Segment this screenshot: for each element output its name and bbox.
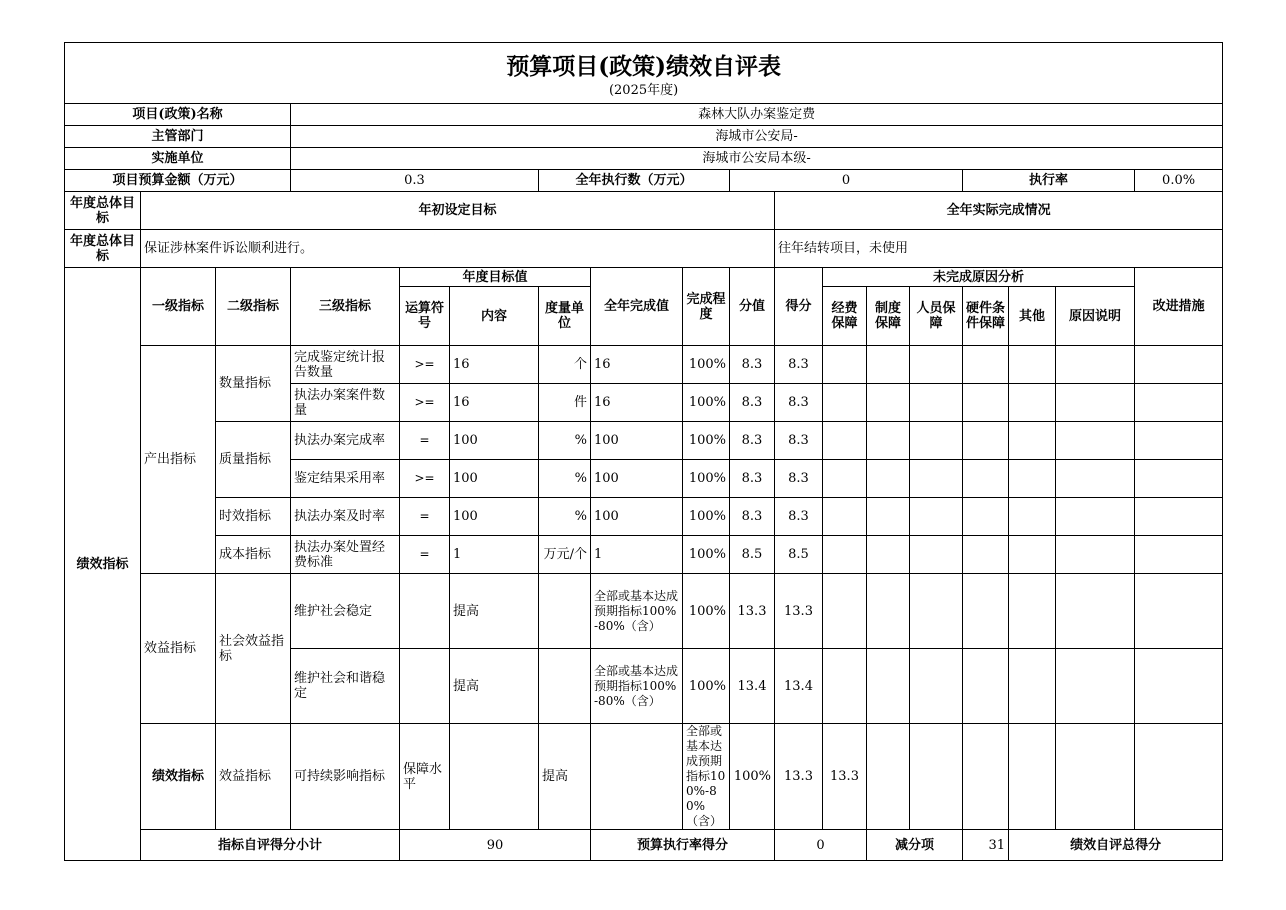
indicator-value: 13.4 (730, 649, 775, 724)
indicator-score: 8.3 (775, 422, 823, 460)
indicator-op: = (400, 422, 450, 460)
empty-cell (910, 498, 963, 536)
empty-cell (963, 460, 1009, 498)
empty-cell (823, 384, 867, 422)
evaluation-table (64, 42, 1223, 861)
group-quantity: 数量指标 (216, 346, 291, 422)
subtotal-label: 指标自评得分小计 (141, 830, 400, 861)
empty-cell (823, 536, 867, 574)
fund-header: 经费保障 (823, 287, 867, 346)
group-quality: 质量指标 (216, 422, 291, 498)
system-header: 制度保障 (867, 287, 910, 346)
empty-cell (1009, 574, 1056, 649)
indicator-score: 8.5 (775, 536, 823, 574)
op-header: 运算符号 (400, 287, 450, 346)
hardware-header: 硬件条件保障 (963, 287, 1009, 346)
title-cell (65, 43, 1223, 104)
indicator-name: 维护社会和谐稳定 (291, 649, 400, 724)
indicator-degree: 100% (683, 460, 730, 498)
indicator-unit (539, 649, 591, 724)
indicator-value: 8.3 (730, 422, 775, 460)
indicator-actual: 16 (591, 346, 683, 384)
empty-cell (823, 422, 867, 460)
indicator-name: 完成鉴定统计报告数量 (291, 346, 400, 384)
goal-label-2: 年度总体目标 (65, 230, 141, 268)
empty-cell (1056, 724, 1135, 830)
empty-cell (867, 574, 910, 649)
indicator-actual: 100 (591, 460, 683, 498)
indicator-name: 执法办案处置经费标准 (291, 536, 400, 574)
perf-indicator-label-2: 绩效指标 (141, 724, 216, 830)
empty-cell (910, 384, 963, 422)
indicator-degree: 100% (683, 574, 730, 649)
empty-cell (823, 346, 867, 384)
empty-cell (1135, 422, 1223, 460)
empty-cell (1009, 649, 1056, 724)
total-label: 绩效自评总得分 (1009, 830, 1223, 861)
empty-cell (963, 574, 1009, 649)
empty-cell (823, 649, 867, 724)
group-sustain: 可持续影响指标 (291, 724, 400, 830)
indicator-unit: % (539, 498, 591, 536)
empty-cell (867, 460, 910, 498)
indicator-degree: 100% (683, 649, 730, 724)
budget-label: 项目预算金额（万元） (65, 170, 291, 192)
empty-cell (910, 346, 963, 384)
empty-cell (1009, 384, 1056, 422)
level1-header: 一级指标 (141, 268, 216, 346)
indicator-content: 100 (450, 460, 539, 498)
indicator-value: 8.3 (730, 498, 775, 536)
rate-label: 执行率 (963, 170, 1135, 192)
empty-cell (910, 724, 963, 830)
empty-cell (1135, 536, 1223, 574)
evaluation-sheet (64, 42, 1222, 861)
indicator-content: 提高 (539, 724, 591, 830)
indicator-degree: 100% (730, 724, 775, 830)
indicator-value: 13.3 (730, 574, 775, 649)
empty-cell (1009, 536, 1056, 574)
indicator-actual: 1 (591, 536, 683, 574)
indicator-degree: 100% (683, 346, 730, 384)
indicator-name: 执法办案案件数量 (291, 384, 400, 422)
indicator-actual: 全部或基本达成预期指标100%-80%（含） (591, 574, 683, 649)
initial-goal-header: 年初设定目标 (141, 192, 775, 230)
staff-header: 人员保障 (910, 287, 963, 346)
indicator-content: 100 (450, 498, 539, 536)
empty-cell (1056, 384, 1135, 422)
score-header: 得分 (775, 268, 823, 346)
empty-cell (1056, 498, 1135, 536)
indicator-score: 13.4 (775, 649, 823, 724)
indicator-content: 提高 (450, 574, 539, 649)
group-social: 社会效益指标 (216, 574, 291, 724)
empty-cell (1135, 724, 1223, 830)
indicator-actual: 全部或基本达成预期指标100%-80%（含） (591, 649, 683, 724)
indicator-actual: 16 (591, 384, 683, 422)
indicator-unit: % (539, 422, 591, 460)
page-title: 预算项目(政策)绩效自评表 (506, 53, 781, 80)
empty-cell (963, 724, 1009, 830)
indicator-score: 13.3 (775, 574, 823, 649)
indicator-op (400, 649, 450, 724)
empty-cell (1009, 460, 1056, 498)
indicator-name: 执法办案完成率 (291, 422, 400, 460)
empty-cell (1056, 649, 1135, 724)
indicator-content: 16 (450, 346, 539, 384)
indicator-op: = (400, 498, 450, 536)
deduct-value: 31 (963, 830, 1009, 861)
content-header: 内容 (450, 287, 539, 346)
indicator-actual: 100 (591, 422, 683, 460)
indicator-unit (539, 574, 591, 649)
indicator-name: 执法办案及时率 (291, 498, 400, 536)
indicator-degree: 100% (683, 498, 730, 536)
indicator-unit: 个 (539, 346, 591, 384)
indicator-content: 提高 (450, 649, 539, 724)
empty-cell (963, 346, 1009, 384)
unit-value: 海城市公安局本级- (291, 148, 1223, 170)
indicator-score: 8.3 (775, 346, 823, 384)
indicator-content: 100 (450, 422, 539, 460)
group-timeliness: 时效指标 (216, 498, 291, 536)
empty-cell (963, 498, 1009, 536)
indicator-value: 8.3 (730, 346, 775, 384)
empty-cell (823, 574, 867, 649)
indicator-op: >= (400, 384, 450, 422)
empty-cell (867, 649, 910, 724)
indicator-degree: 100% (683, 384, 730, 422)
actual-goal-header: 全年实际完成情况 (775, 192, 1223, 230)
perf-indicator-label: 绩效指标 (65, 268, 141, 861)
indicator-score: 8.3 (775, 460, 823, 498)
score-value-header: 分值 (730, 268, 775, 346)
empty-cell (910, 649, 963, 724)
group-benefit-2: 效益指标 (216, 724, 291, 830)
indicator-content: 16 (450, 384, 539, 422)
initial-goal-text: 保证涉林案件诉讼顺利进行。 (141, 230, 775, 268)
level2-header: 二级指标 (216, 268, 291, 346)
actual-header: 全年完成值 (591, 268, 683, 346)
group-output: 产出指标 (141, 346, 216, 574)
empty-cell (1056, 460, 1135, 498)
indicator-value: 8.3 (730, 384, 775, 422)
empty-cell (867, 422, 910, 460)
budget-value: 0.3 (291, 170, 539, 192)
group-benefit: 效益指标 (141, 574, 216, 724)
improve-header: 改进措施 (1135, 268, 1223, 346)
empty-cell (823, 498, 867, 536)
indicator-value: 8.5 (730, 536, 775, 574)
project-name-value: 森林大队办案鉴定费 (291, 104, 1223, 126)
executed-value: 0 (730, 170, 963, 192)
empty-cell (910, 574, 963, 649)
empty-cell (867, 498, 910, 536)
empty-cell (1056, 536, 1135, 574)
report-year: (2025年度) (608, 83, 679, 98)
empty-cell (867, 384, 910, 422)
executed-label: 全年执行数（万元） (539, 170, 730, 192)
dept-label: 主管部门 (65, 126, 291, 148)
indicator-content: 1 (450, 536, 539, 574)
empty-cell (1056, 574, 1135, 649)
subtotal-value: 90 (400, 830, 591, 861)
unit-label: 实施单位 (65, 148, 291, 170)
indicator-op: >= (400, 460, 450, 498)
reason-desc-header: 原因说明 (1056, 287, 1135, 346)
empty-cell (963, 422, 1009, 460)
empty-cell (1135, 384, 1223, 422)
budget-score-label: 预算执行率得分 (591, 830, 775, 861)
empty-cell (867, 536, 910, 574)
indicator-op (450, 724, 539, 830)
rate-value: 0.0% (1135, 170, 1223, 192)
empty-cell (1135, 649, 1223, 724)
empty-cell (1009, 724, 1056, 830)
goal-label-1: 年度总体目标 (65, 192, 141, 230)
empty-cell (867, 346, 910, 384)
indicator-op (400, 574, 450, 649)
indicator-name: 鉴定结果采用率 (291, 460, 400, 498)
empty-cell (823, 460, 867, 498)
empty-cell (1135, 346, 1223, 384)
indicator-actual: 100 (591, 498, 683, 536)
dept-value: 海城市公安局- (291, 126, 1223, 148)
degree-header: 完成程度 (683, 268, 730, 346)
indicator-op: = (400, 536, 450, 574)
indicator-degree: 100% (683, 536, 730, 574)
indicator-degree: 100% (683, 422, 730, 460)
budget-score-value: 0 (775, 830, 867, 861)
empty-cell (1056, 422, 1135, 460)
empty-cell (1009, 498, 1056, 536)
empty-cell (910, 460, 963, 498)
other-header: 其他 (1009, 287, 1056, 346)
indicator-score: 13.3 (823, 724, 867, 830)
empty-cell (1056, 346, 1135, 384)
reasons-header: 未完成原因分析 (823, 268, 1135, 287)
actual-goal-text: 往年结转项目，未使用 (775, 230, 1223, 268)
empty-cell (1135, 460, 1223, 498)
empty-cell (910, 536, 963, 574)
indicator-unit: % (539, 460, 591, 498)
empty-cell (963, 649, 1009, 724)
indicator-score: 8.3 (775, 384, 823, 422)
empty-cell (1009, 346, 1056, 384)
level3-header: 三级指标 (291, 268, 400, 346)
indicator-score: 8.3 (775, 498, 823, 536)
project-name-label: 项目(政策)名称 (65, 104, 291, 126)
empty-cell (867, 724, 910, 830)
empty-cell (963, 536, 1009, 574)
indicator-value: 13.3 (775, 724, 823, 830)
indicator-name: 保障水平 (400, 724, 450, 830)
group-cost: 成本指标 (216, 536, 291, 574)
annual-target-header: 年度目标值 (400, 268, 591, 287)
empty-cell (963, 384, 1009, 422)
indicator-name: 维护社会稳定 (291, 574, 400, 649)
indicator-value: 8.3 (730, 460, 775, 498)
indicator-actual: 全部或基本达成预期指标100%-80%（含） (683, 724, 730, 830)
empty-cell (1135, 498, 1223, 536)
indicator-unit: 件 (539, 384, 591, 422)
empty-cell (1135, 574, 1223, 649)
indicator-unit: 万元/个 (539, 536, 591, 574)
indicator-unit (591, 724, 683, 830)
empty-cell (910, 422, 963, 460)
indicator-op: >= (400, 346, 450, 384)
unit-header: 度量单位 (539, 287, 591, 346)
deduct-label: 减分项 (867, 830, 963, 861)
empty-cell (1009, 422, 1056, 460)
